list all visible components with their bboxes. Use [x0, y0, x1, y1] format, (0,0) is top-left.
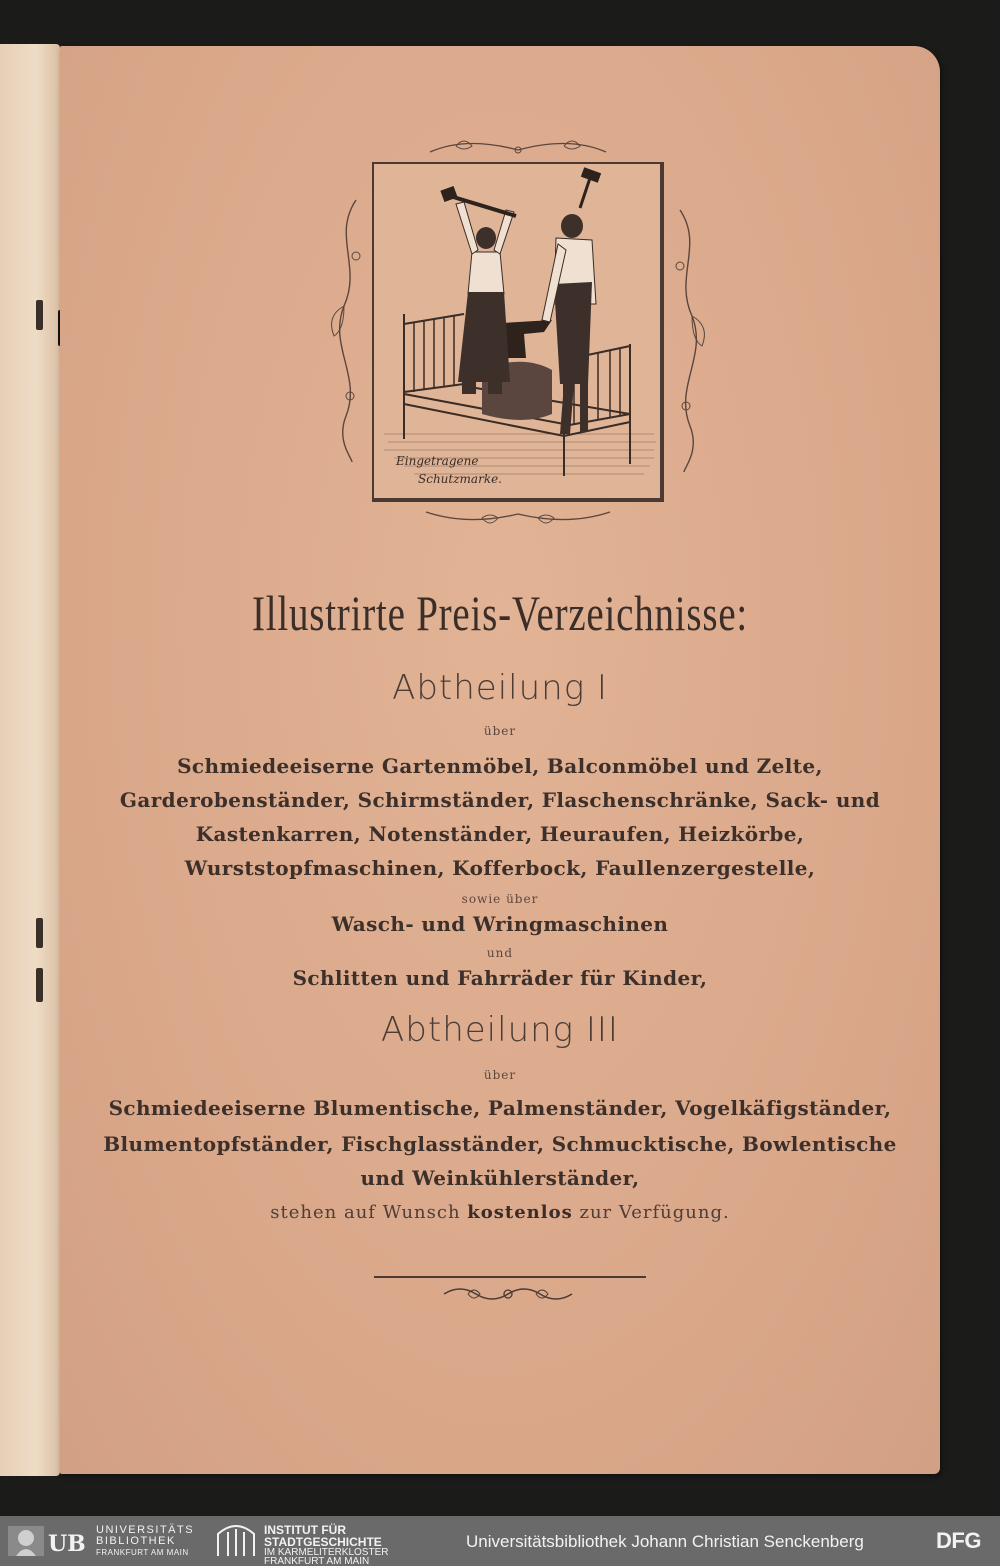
right-scroll-ornament: [668, 206, 714, 476]
divider-rule: [374, 1276, 646, 1278]
page-title: Illustrirte Preis-Verzeichnisse:: [251, 585, 749, 641]
staple-mark: [36, 918, 43, 948]
inst-line-1: INSTITUT FÜR: [264, 1523, 346, 1537]
trademark-caption: [396, 452, 502, 488]
ub-abbr: UB: [48, 1531, 86, 1557]
section1-line: Kastenkarren, Notenständer, Heuraufen, Heizkörbe,: [195, 822, 805, 846]
ub-line-3: FRANKFURT AM MAIN: [96, 1548, 189, 1557]
ub-logo-icon: [8, 1524, 92, 1558]
ub-line-2: BIBLIOTHEK: [96, 1535, 176, 1547]
section1-line: Wurststopfmaschinen, Kofferbock, Faullenzergestelle,: [184, 856, 816, 880]
trademark-engraving: [372, 162, 664, 502]
section3-line: Blumentopfständer, Fischglasständer, Schmucktische, Bowlentische: [103, 1132, 897, 1156]
catalog-page: [60, 46, 940, 1474]
institute-name: [264, 1524, 388, 1566]
ueber-label: über: [483, 1068, 517, 1082]
closing-before: stehen auf Wunsch: [270, 1202, 461, 1223]
section-heading-3: Abtheilung III: [381, 1010, 619, 1050]
caption-line-1: Eingetragene: [396, 454, 479, 468]
institute-logo-icon: [214, 1524, 258, 1558]
blacksmiths-illustration: [374, 164, 662, 498]
inst-line-4: FRANKFURT AM MAIN: [264, 1556, 370, 1566]
caption-line-2: Schutzmarke.: [418, 472, 502, 486]
staple-mark: [36, 300, 43, 330]
section1-line: Schmiedeeiserne Gartenmöbel, Balconmöbel und Zelte,: [177, 754, 823, 778]
dfg-logo: DFG: [936, 1528, 981, 1553]
ueber-label: über: [483, 724, 517, 738]
left-scroll-ornament: [322, 196, 368, 466]
schlitten-line: Schlitten und Fahrräder für Kinder,: [292, 966, 708, 990]
engraving-bottom-ornament: [422, 504, 614, 530]
sowie-label: sowie über: [461, 892, 539, 906]
section1-line: Garderobenständer, Schirmständer, Flaschenschränke, Sack- und: [119, 788, 881, 812]
inst-line-3: IM KARMELITERKLOSTER: [264, 1547, 389, 1558]
library-credit: Universitätsbibliothek Johann Christian Senckenberg: [466, 1532, 864, 1551]
section3-line: Schmiedeeiserne Blumentische, Palmenständer, Vogelkäfigständer,: [108, 1096, 892, 1120]
previous-page-edge: [0, 44, 60, 1476]
und-label: und: [486, 946, 514, 960]
wasch-line: Wasch- und Wringmaschinen: [331, 912, 669, 936]
staple-mark: [36, 968, 43, 1002]
top-ornament: [426, 134, 610, 160]
footer-bar: [0, 1516, 1000, 1566]
ub-line-1: UNIVERSITÄTS: [96, 1524, 195, 1536]
closing-flourish: [438, 1282, 578, 1306]
section-heading-1: Abtheilung I: [392, 668, 608, 708]
section3-line: und Weinkühlerständer,: [360, 1166, 640, 1190]
closing-after: zur Verfügung.: [579, 1202, 730, 1223]
inst-line-2: STADTGESCHICHTE: [264, 1535, 382, 1549]
ub-name: [96, 1525, 194, 1558]
closing-line: [60, 1202, 940, 1223]
closing-bold: kostenlos: [467, 1202, 573, 1223]
